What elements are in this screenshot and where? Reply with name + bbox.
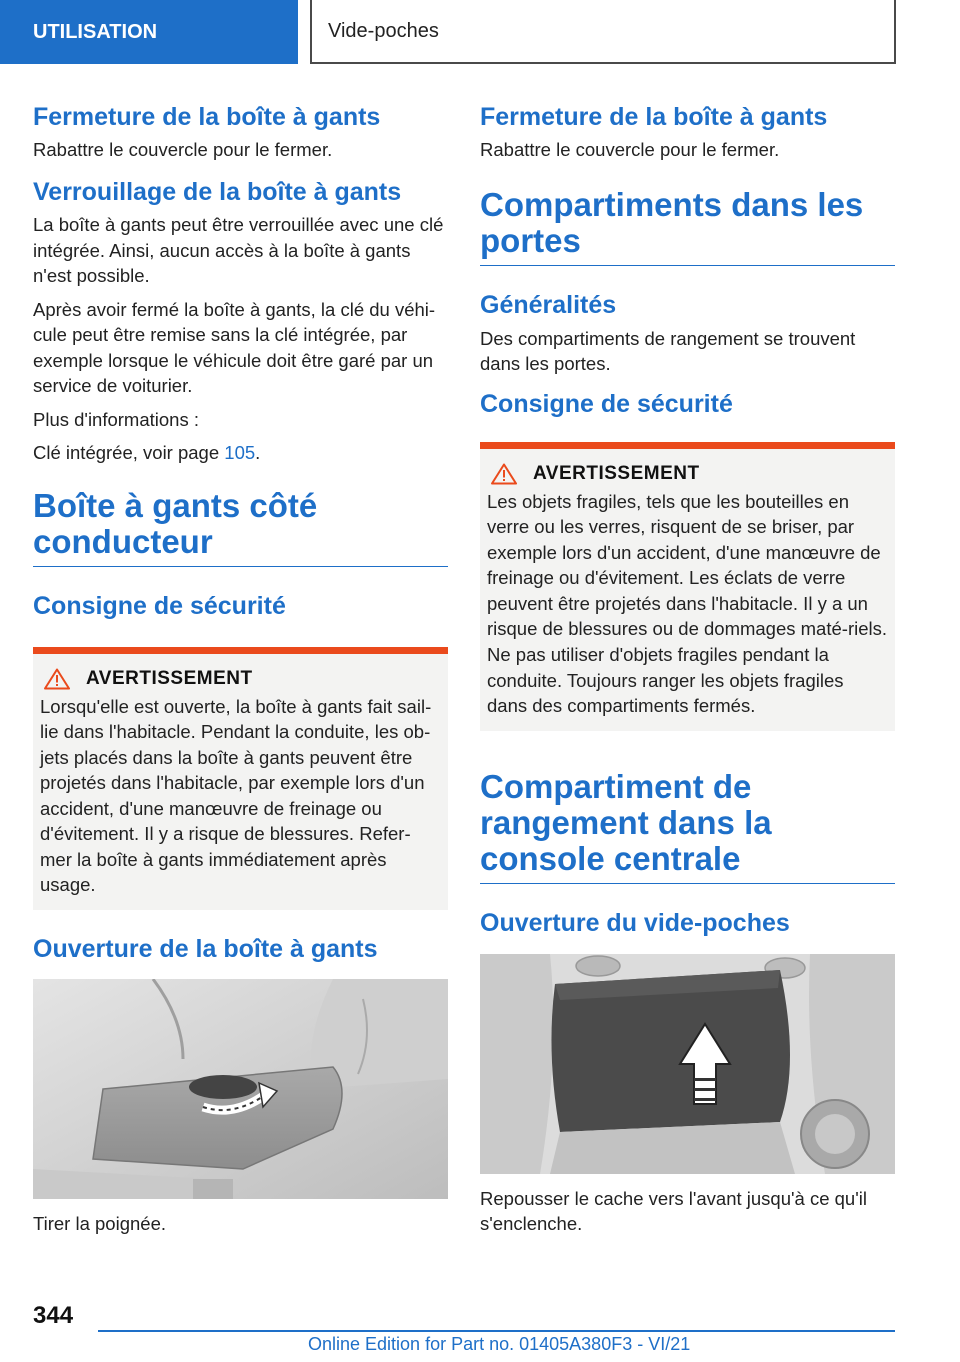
warning-triangle-icon [491,463,517,485]
right-column [480,100,895,1245]
page-number: 344 [33,1302,74,1329]
topic-header [310,0,896,64]
text-reference: Clé intégrée, voir page 105. [33,442,261,464]
footer-edition: Online Edition for Part no. 01405A380F3 - VI/21 [308,1334,691,1354]
section-title: UTILISATION [33,20,158,43]
topic-title: Vide-poches [328,19,439,42]
warning-box-left [33,647,448,910]
heading-safety-left: Consigne de sécurité [33,592,286,621]
text-general: Des compartiments de rangement se trouvent dans les portes. [480,327,856,375]
heading-driver-glovebox: Boîte à gants côté conducteur [33,488,448,568]
heading-safety-right: Consigne de sécurité [480,389,733,418]
warning-title-right: AVERTISSEMENT [533,462,700,484]
text-close-glovebox: Rabattre le couvercle pour le fermer. [33,139,333,161]
footer-divider [98,1330,895,1332]
warning-box-right [480,442,895,731]
heading-center-console: Compartiment de rangement dans la console centrale [480,769,895,885]
section-tab [0,0,298,64]
warning-text-right: Les objets fragiles, tels que les bouteilles en verre ou les verres, risquent de se briser, par exemple lors d'un accident, d'une manœuvre de freinage ou d'évitement. Les éclats de verre peuvent être projetés dans l'habitacle. Il y a un risque de blessures ou de dommages maté-riels. Ne pas utiliser d'objets fragiles pendant la conduite. Toujours ranger les objets fragiles dans des compartiments fermés. [487,490,887,717]
glovebox-photo [33,979,448,1199]
page-reference-link[interactable]: 105 [224,442,256,464]
console-tray-photo [480,954,895,1174]
warning-triangle-icon [44,668,70,690]
heading-close-glovebox: Fermeture de la boîte à gants [33,103,381,131]
caption-glovebox: Tirer la poignée. [33,1212,166,1234]
heading-open-tray: Ouverture du vide-poches [480,909,790,938]
heading-door-compartments: Compartiments dans les portes [480,187,895,267]
heading-open-glovebox: Ouverture de la boîte à gants [33,934,378,963]
text-more-info: Plus d'informations : [33,408,199,430]
heading-general: Généralités [480,291,617,320]
left-column [33,100,448,1244]
text-close-glovebox-2: Rabattre le couvercle pour le fermer. [480,139,780,161]
heading-lock-glovebox: Verrouillage de la boîte à gants [33,177,402,206]
text-lock-1: La boîte à gants peut être verrouillée avec une clé intégrée. Ainsi, aucun accès à la boîte à gants n'est possible. [33,214,444,287]
warning-text-left: Lorsqu'elle est ouverte, la boîte à gants fait sail-lie dans l'habitacle. Pendant la conduite, les ob-jets placés dans la boîte à gants peuvent être projetés dans l'habitacle, par exemple lors d'un accident, d'une manœuvre de freinage ou d'évitement. Il y a risque de blessures. Refer-mer la boîte à gants immédiatement après usage. [40,695,432,896]
heading-close-glovebox-2: Fermeture de la boîte à gants [480,103,828,131]
text-lock-2: Après avoir fermé la boîte à gants, la clé du véhi-cule peut être remise sans la clé intégrée, par exemple lorsque le véhicule doit être garé par un service de voiturier. [33,298,436,397]
warning-title-left: AVERTISSEMENT [86,667,253,689]
caption-console-tray: Repousser le cache vers l'avant jusqu'à ce qu'il s'enclenche. [480,1187,867,1235]
